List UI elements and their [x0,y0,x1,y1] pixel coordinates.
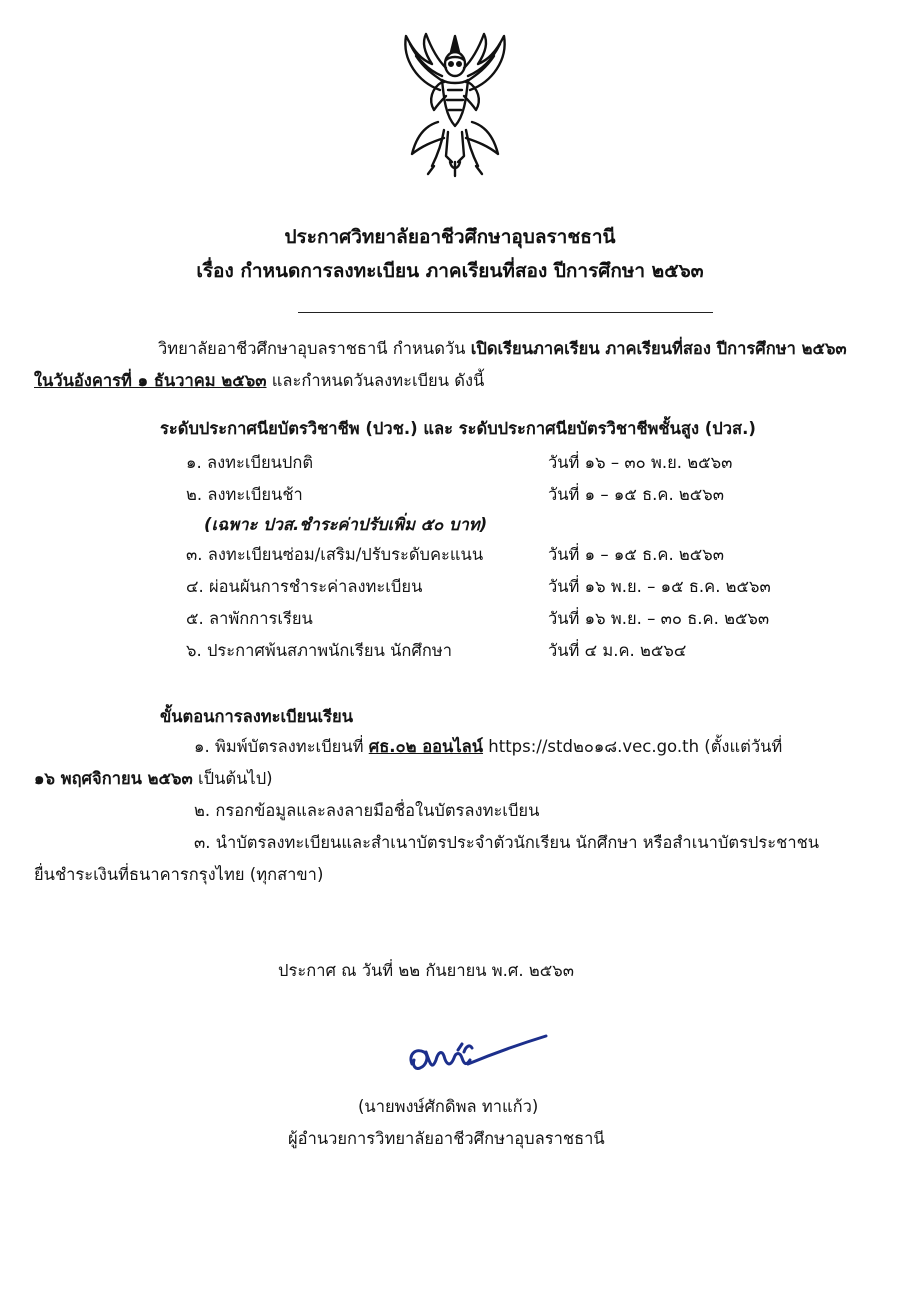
step-1-tail: เป็นต้นไป) [192,769,273,788]
announcement-subject: เรื่อง กำหนดการลงทะเบียน ภาคเรียนที่สอง ปีการศึกษา ๒๕๖๓ [196,260,704,282]
schedule-item-date: วันที่ ๑๖ พ.ย. – ๓๐ ธ.ค. ๒๕๖๓ [548,609,770,628]
signer-name: (นายพงษ์ศักดิพล ทาแก้ว) [358,1097,539,1116]
std2018-online-link[interactable]: ศธ.๐๒ ออนไลน์ [368,737,484,756]
intro-line-2 [34,368,484,394]
schedule-item-label: ๓. ลงทะเบียนซ่อม/เสริม/ปรับระดับคะแนน [186,545,484,564]
procedure-step-3: ๓. นำบัตรลงทะเบียนและสำเนาบัตรประจำตัวนักเรียน นักศึกษา หรือสำเนาบัตรประชาชน [194,833,820,852]
schedule-item-label: ๑. ลงทะเบียนปกติ [186,453,314,472]
procedure-step-1 [194,734,782,760]
signature-icon [402,1030,552,1090]
intro-text-2: และกำหนดวันลงทะเบียน ดังนี้ [266,371,485,390]
signer-title: ผู้อำนวยการวิทยาลัยอาชีวศึกษาอุบลราชธานี [288,1129,605,1148]
procedure-step-1-cont [34,766,273,792]
announcement-date: ประกาศ ณ วันที่ ๒๒ กันยายน พ.ศ. ๒๕๖๓ [278,961,574,980]
schedule-item-date: วันที่ ๑ – ๑๕ ธ.ค. ๒๕๖๓ [548,545,725,564]
schedule-item-date: วันที่ ๑๖ พ.ย. – ๑๕ ธ.ค. ๒๕๖๓ [548,577,771,596]
schedule-item-date: วันที่ ๑๖ – ๓๐ พ.ย. ๒๕๖๓ [548,453,733,472]
intro-text: วิทยาลัยอาชีวศึกษาอุบลราชธานี กำหนดวัน [158,339,471,358]
intro-open-term: เปิดเรียนภาคเรียน ภาคเรียนที่สอง ปีการศึกษา ๒๕๖๓ [470,339,847,358]
intro-line-1 [158,336,847,362]
schedule-item-date: วันที่ ๔ ม.ค. ๒๕๖๔ [548,641,687,660]
procedure-step-2: ๒. กรอกข้อมูลและลงลายมือชื่อในบัตรลงทะเบียน [194,801,540,820]
schedule-item-label: ๕. ลาพักการเรียน [186,609,313,628]
schedule-heading: ระดับประกาศนียบัตรวิชาชีพ (ปวช.) และ ระดับประกาศนียบัตรวิชาชีพชั้นสูง (ปวส.) [160,419,756,438]
schedule-item-label: ๒. ลงทะเบียนช้า [186,485,303,504]
announcement-title: ประกาศวิทยาลัยอาชีวศึกษาอุบลราชธานี [284,226,616,248]
procedure-step-3-cont: ยื่นชำระเงินที่ธนาคารกรุงไทย (ทุกสาขา) [34,865,324,884]
schedule-item-label: ๔. ผ่อนผันการชำระค่าลงทะเบียน [186,577,423,596]
late-fee-note: (เฉพาะ ปวส.ชำระค่าปรับเพิ่ม ๕๐ บาท) [204,515,488,534]
step-1-text: ๑. พิมพ์บัตรลงทะเบียนที่ [194,737,369,756]
procedure-heading: ขั้นตอนการลงทะเบียนเรียน [160,707,353,726]
schedule-item-date: วันที่ ๑ – ๑๕ ธ.ค. ๒๕๖๓ [548,485,725,504]
step-1-start-date: ๑๖ พฤศจิกายน ๒๕๖๓ [34,769,193,788]
title-divider [298,312,713,313]
schedule-item-label: ๖. ประกาศพ้นสภาพนักเรียน นักศึกษา [186,641,452,660]
intro-open-date: ในวันอังคารที่ ๑ ธันวาคม ๒๕๖๓ [34,371,267,390]
garuda-emblem-icon [388,30,522,180]
step-1-url: https://std๒๐๑๘.vec.go.th (ตั้งแต่วันที่ [483,737,783,756]
